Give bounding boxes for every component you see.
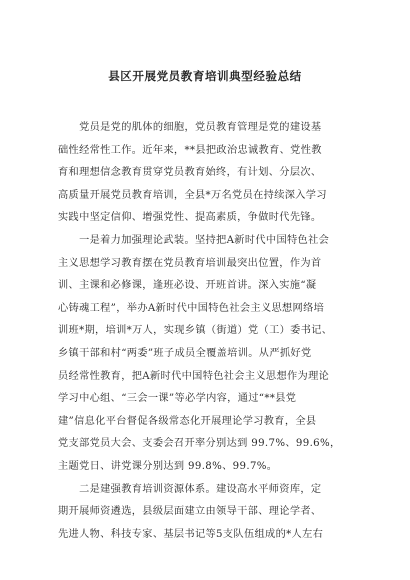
text-line: 主义思想学习教育摆在党员教育培训最突出位置，作为首 bbox=[58, 257, 322, 269]
text-line: 学习中心组、“三会一课”等必学内容，通过“**县党 bbox=[58, 393, 297, 405]
text-line: 础性经常性工作。近年来，**县把政治忠诚教育、党性教 bbox=[58, 144, 322, 156]
text-line: 期开展师资遴选，县级层面建立由领导干部、理论学者、 bbox=[58, 506, 322, 518]
text-line: 主题党日、讲党课分别达到 99.8%、99.7%。 bbox=[58, 460, 278, 472]
text-line: 实践中坚定信仰、增强党性、提高素质，争做时代先锋。 bbox=[58, 212, 322, 224]
text-line: 员经常性教育，把A新时代中国特色社会主义思想作为理论 bbox=[58, 370, 330, 382]
text-line: 党员是党的肌体的细胞，党员教育管理是党的建设基 bbox=[58, 122, 322, 133]
text-line: 二是建强教育培训资源体系。建设高水平师资库，定 bbox=[58, 483, 322, 495]
text-line: 高质量开展党员教育培训，全县*万名党员在持续深入学习 bbox=[58, 189, 327, 201]
text-line: 党支部党员大会、支委会召开率分别达到 99.7%、99.6%， bbox=[58, 438, 341, 450]
document-title: 县区开展党员教育培训典型经验总结 bbox=[108, 69, 302, 83]
text-line: 育和理想信念教育贯穿党员教育始终，有计划、分层次、 bbox=[58, 167, 322, 179]
text-line: 训班*期，培训*万人，实现乡镇（街道）党（工）委书记、 bbox=[58, 325, 333, 337]
text-line: 建”信息化平台督促各级常态化开展理论学习教育，全县 bbox=[58, 415, 317, 427]
text-line: 心铸魂工程”，举办A新时代中国特色社会主义思想网络培 bbox=[58, 302, 325, 314]
text-line: 乡镇干部和村“两委”班子成员全覆盖培训。从严抓好党 bbox=[58, 347, 312, 359]
document-body bbox=[58, 117, 352, 546]
text-line: 训、主课和必修课，逢班必设、开班首讲。深入实施“凝 bbox=[58, 280, 317, 292]
text-line: 先进人物、科技专家、基层书记等5支队伍组成的*人左右 bbox=[58, 528, 324, 540]
text-line: 一是着力加强理论武装。坚持把A新时代中国特色社会 bbox=[58, 234, 330, 246]
